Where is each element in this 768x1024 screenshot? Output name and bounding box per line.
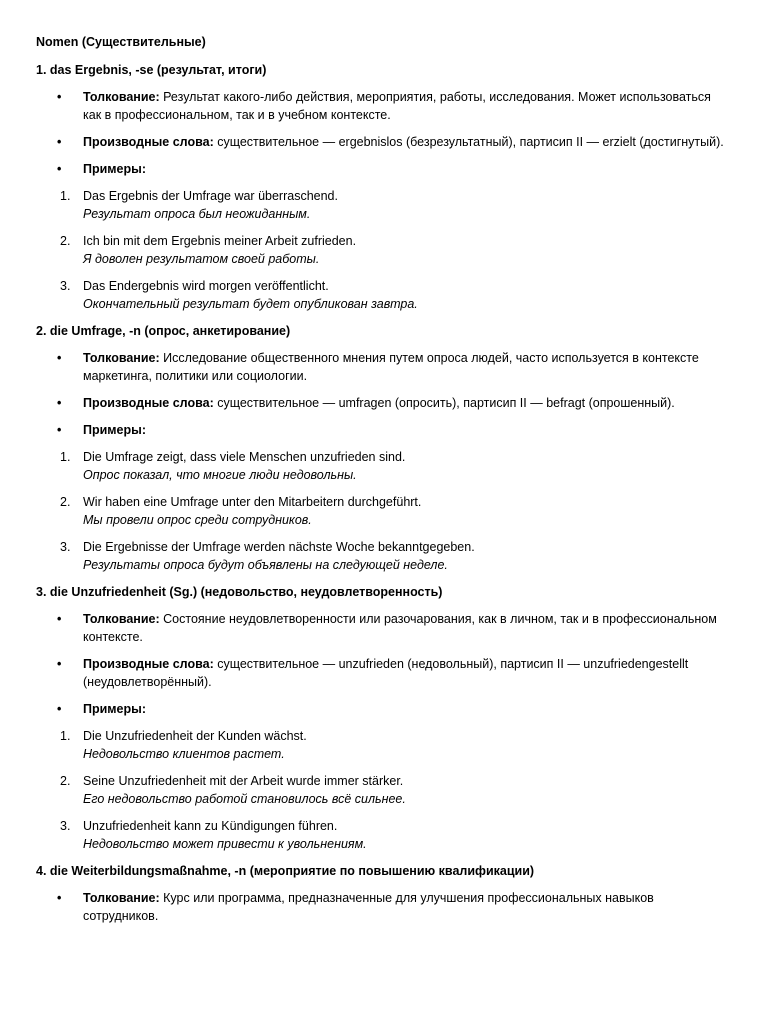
example-german: Unzufriedenheit kann zu Kündigungen führen. — [83, 819, 338, 833]
derivatives-text: существительное — umfragen (опросить), партиcип II — befragt (опрошенный). — [213, 396, 675, 410]
example-german: Die Umfrage zeigt, dass viele Menschen unzufrieden sind. — [83, 450, 406, 464]
example-translation: Я доволен результатом своей работы. — [83, 252, 320, 266]
example-number: 3. — [60, 819, 71, 833]
entry-bullets — [36, 349, 732, 574]
interpretation-item — [36, 88, 732, 124]
example — [37, 538, 732, 574]
interpretation-label: Толкование: — [83, 891, 160, 905]
example-number: 3. — [60, 279, 71, 293]
example — [37, 448, 732, 484]
example — [37, 277, 732, 313]
entry-heading: 2. die Umfrage, -n (опрос, анкетирование) — [36, 324, 291, 338]
examples-label: Примеры: — [83, 162, 146, 176]
example-german: Wir haben eine Umfrage unter den Mitarbeitern durchgeführt. — [83, 495, 422, 509]
example-number: 1. — [60, 729, 71, 743]
entry-heading: 4. die Weiterbildungsmaßnahme, -n (мероприятие по повышению квалификации) — [36, 864, 535, 878]
examples-label: Примеры: — [83, 702, 146, 716]
example-translation: Недовольство может привести к увольнениям. — [83, 837, 367, 851]
interpretation-text: Курс или программа, предназначенные для улучшения профессиональных навыков сотрудников. — [83, 891, 654, 923]
example — [37, 493, 732, 529]
example — [37, 817, 732, 853]
interpretation-item — [36, 889, 732, 925]
entry-heading: 3. die Unzufriedenheit (Sg.) (недовольство, неудовлетворенность) — [36, 585, 443, 599]
document-title: Nomen (Существительные) — [36, 35, 206, 49]
derivatives-text: существительное — ergebnislos (безрезультатный), партиcип II — erzielt (достигнутый). — [213, 135, 724, 149]
example-number: 2. — [60, 234, 71, 248]
example-number: 2. — [60, 495, 71, 509]
interpretation-label: Толкование: — [83, 612, 160, 626]
example-german: Seine Unzufriedenheit mit der Arbeit wurde immer stärker. — [83, 774, 404, 788]
interpretation-label: Толкование: — [83, 351, 160, 365]
entry-ergebnis — [36, 61, 732, 313]
derivatives-label: Производные слова: — [83, 657, 214, 671]
derivatives-text: существительное — unzufrieden (недовольный), партиcип II — unzufriedengestellt (неудовлетворённый). — [83, 657, 689, 689]
example-german: Ich bin mit dem Ergebnis meiner Arbeit zufrieden. — [83, 234, 357, 248]
example-translation: Мы провели опрос среди сотрудников. — [83, 513, 312, 527]
example-number: 3. — [60, 540, 71, 554]
example — [37, 232, 732, 268]
derivatives-label: Производные слова: — [83, 396, 214, 410]
examples-item — [36, 421, 732, 574]
examples-list — [60, 727, 732, 853]
interpretation-item — [36, 349, 732, 385]
examples-list — [60, 187, 732, 313]
examples-label: Примеры: — [83, 423, 146, 437]
example-german: Das Ergebnis der Umfrage war überraschend. — [83, 189, 338, 203]
entry-weiterbildungsmassnahme — [36, 862, 732, 925]
example-german: Das Endergebnis wird morgen veröffentlicht. — [83, 279, 329, 293]
examples-item — [36, 700, 732, 853]
entry-bullets — [36, 610, 732, 853]
example-translation: Результат опроса был неожиданным. — [83, 207, 311, 221]
interpretation-text: Исследование общественного мнения путем опроса людей, часто используется в контексте маркетинга, политики или социологии. — [83, 351, 699, 383]
example-translation: Его недовольство работой становилось всё сильнее. — [83, 792, 406, 806]
example-translation: Окончательный результат будет опубликован завтра. — [83, 297, 418, 311]
example-german: Die Unzufriedenheit der Kunden wächst. — [83, 729, 307, 743]
example — [37, 187, 732, 223]
derivatives-item — [36, 133, 732, 151]
example — [37, 772, 732, 808]
example-number: 1. — [60, 189, 71, 203]
derivatives-item — [36, 655, 732, 691]
entry-bullets — [36, 889, 732, 925]
entry-unzufriedenheit — [36, 583, 732, 853]
example-german: Die Ergebnisse der Umfrage werden nächste Woche bekanntgegeben. — [83, 540, 475, 554]
example-number: 2. — [60, 774, 71, 788]
example-translation: Недовольство клиентов растет. — [83, 747, 285, 761]
interpretation-text: Состояние неудовлетворенности или разочарования, как в личном, так и в профессиональном контексте. — [83, 612, 717, 644]
examples-item — [36, 160, 732, 313]
entry-heading: 1. das Ergebnis, -se (результат, итоги) — [36, 63, 267, 77]
example-number: 1. — [60, 450, 71, 464]
interpretation-item — [36, 610, 732, 646]
entry-bullets — [36, 88, 732, 313]
entry-umfrage — [36, 322, 732, 574]
interpretation-label: Толкование: — [83, 90, 160, 104]
derivatives-label: Производные слова: — [83, 135, 214, 149]
example-translation: Опрос показал, что многие люди недовольны. — [83, 468, 357, 482]
example — [37, 727, 732, 763]
interpretation-text: Результат какого-либо действия, мероприятия, работы, исследования. Может использоваться как в профессиональном, так и в учебном контексте. — [83, 90, 711, 122]
examples-list — [60, 448, 732, 574]
derivatives-item — [36, 394, 732, 412]
example-translation: Результаты опроса будут объявлены на следующей неделе. — [83, 558, 448, 572]
